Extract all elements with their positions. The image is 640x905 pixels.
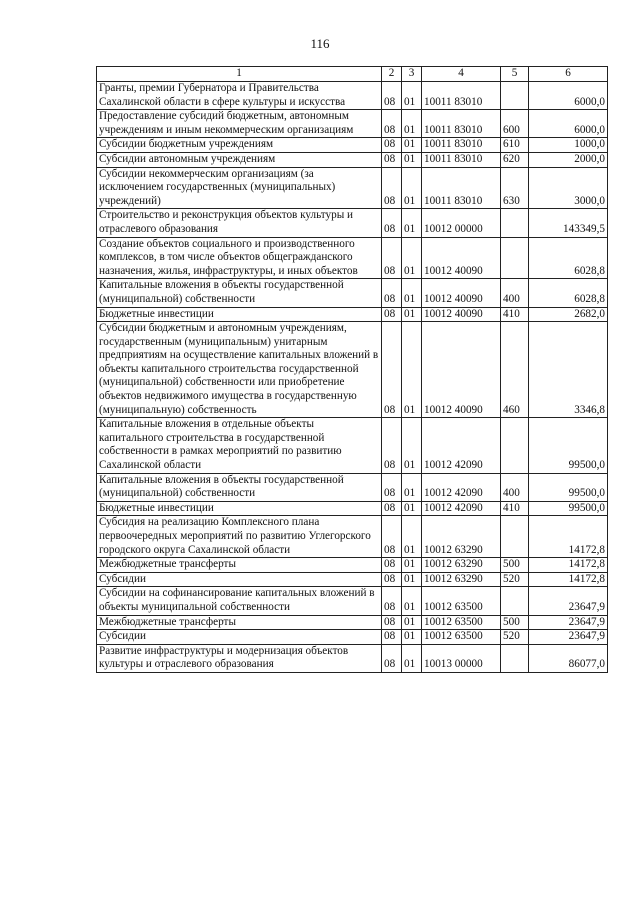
row-target-cell: 10012 40090 (422, 279, 501, 307)
row-target-cell: 10012 40090 (422, 237, 501, 279)
row-amount-cell: 6028,8 (529, 279, 608, 307)
table-row (97, 418, 608, 473)
row-target-cell: 10012 40090 (422, 307, 501, 322)
row-amount-cell: 6000,0 (529, 82, 608, 110)
row-amount-cell: 23647,9 (529, 630, 608, 645)
row-expense-type-cell (501, 82, 529, 110)
row-expense-type-cell: 610 (501, 138, 529, 153)
row-expense-type-cell (501, 209, 529, 237)
row-name-cell: Субсидии (97, 630, 382, 645)
row-amount-cell: 2000,0 (529, 152, 608, 167)
row-name-cell: Капитальные вложения в объекты государственной (муниципальной) собственности (97, 473, 382, 501)
row-amount-cell: 86077,0 (529, 644, 608, 672)
row-section-cell: 08 (382, 501, 402, 516)
row-name-cell: Субсидии автономным учреждениям (97, 152, 382, 167)
row-amount-cell: 3346,8 (529, 322, 608, 418)
row-expense-type-cell: 460 (501, 322, 529, 418)
row-expense-type-cell: 410 (501, 501, 529, 516)
row-section-cell: 08 (382, 209, 402, 237)
row-amount-cell: 6028,8 (529, 237, 608, 279)
row-target-cell: 10011 83010 (422, 82, 501, 110)
row-expense-type-cell: 600 (501, 110, 529, 138)
row-name-cell: Субсидии на софинансирование капитальных вложений в объекты муниципальной собственности (97, 587, 382, 615)
row-amount-cell: 143349,5 (529, 209, 608, 237)
row-expense-type-cell (501, 644, 529, 672)
row-amount-cell: 99500,0 (529, 418, 608, 473)
row-subsection-cell: 01 (402, 572, 422, 587)
row-section-cell: 08 (382, 630, 402, 645)
table-row (97, 167, 608, 209)
table-row (97, 572, 608, 587)
page-number: 116 (310, 36, 330, 51)
table-row (97, 237, 608, 279)
budget-table (96, 66, 608, 673)
row-expense-type-cell: 410 (501, 307, 529, 322)
row-name-cell: Капитальные вложения в объекты государственной (муниципальной) собственности (97, 279, 382, 307)
row-section-cell: 08 (382, 473, 402, 501)
row-subsection-cell: 01 (402, 307, 422, 322)
row-name-cell: Создание объектов социального и производственного комплексов, в том числе объектов общегражданского назначения, жилья, инфраструктуры, и иных объектов (97, 237, 382, 279)
row-section-cell: 08 (382, 152, 402, 167)
table-row (97, 209, 608, 237)
row-name-cell: Субсидии (97, 572, 382, 587)
row-amount-cell: 14172,8 (529, 558, 608, 573)
row-amount-cell: 6000,0 (529, 110, 608, 138)
row-name-cell: Субсидии бюджетным учреждениям (97, 138, 382, 153)
table-row (97, 516, 608, 558)
row-subsection-cell: 01 (402, 558, 422, 573)
row-amount-cell: 3000,0 (529, 167, 608, 209)
table-row (97, 587, 608, 615)
row-section-cell: 08 (382, 279, 402, 307)
row-name-cell: Межбюджетные трансферты (97, 615, 382, 630)
row-section-cell: 08 (382, 644, 402, 672)
row-expense-type-cell: 500 (501, 615, 529, 630)
table-row (97, 138, 608, 153)
row-subsection-cell: 01 (402, 473, 422, 501)
table-row (97, 307, 608, 322)
row-expense-type-cell (501, 237, 529, 279)
row-amount-cell: 2682,0 (529, 307, 608, 322)
row-amount-cell: 14172,8 (529, 572, 608, 587)
row-expense-type-cell: 500 (501, 558, 529, 573)
row-subsection-cell: 01 (402, 237, 422, 279)
row-target-cell: 10012 63500 (422, 615, 501, 630)
header-col-4: 4 (422, 67, 501, 82)
row-target-cell: 10012 42090 (422, 473, 501, 501)
row-section-cell: 08 (382, 82, 402, 110)
table-row (97, 82, 608, 110)
row-section-cell: 08 (382, 572, 402, 587)
row-target-cell: 10011 83010 (422, 152, 501, 167)
row-expense-type-cell: 630 (501, 167, 529, 209)
row-subsection-cell: 01 (402, 587, 422, 615)
table-header-row (97, 67, 608, 82)
table-row (97, 644, 608, 672)
row-section-cell: 08 (382, 587, 402, 615)
row-name-cell: Субсидии бюджетным и автономным учреждениям, государственным (муниципальным) унитарным предприятиям на осуществление капитальных вложений в объекты капитального строительства государственной (муниципальной) собственности или приобретение объектов недвижимого имущества в государственную (муниципальную) собственность (97, 322, 382, 418)
row-section-cell: 08 (382, 558, 402, 573)
row-name-cell: Субсидии некоммерческим организациям (за исключением государственных (муниципальных) учреждений) (97, 167, 382, 209)
row-subsection-cell: 01 (402, 82, 422, 110)
row-subsection-cell: 01 (402, 516, 422, 558)
header-col-1: 1 (97, 67, 382, 82)
header-col-3: 3 (402, 67, 422, 82)
row-section-cell: 08 (382, 307, 402, 322)
table-row (97, 152, 608, 167)
header-col-6: 6 (529, 67, 608, 82)
row-target-cell: 10012 63290 (422, 516, 501, 558)
row-target-cell: 10012 63290 (422, 572, 501, 587)
row-section-cell: 08 (382, 615, 402, 630)
row-section-cell: 08 (382, 110, 402, 138)
row-section-cell: 08 (382, 516, 402, 558)
row-subsection-cell: 01 (402, 279, 422, 307)
row-name-cell: Бюджетные инвестиции (97, 501, 382, 516)
row-target-cell: 10013 00000 (422, 644, 501, 672)
row-section-cell: 08 (382, 138, 402, 153)
row-name-cell: Гранты, премии Губернатора и Правительства Сахалинской области в сфере культуры и искусства (97, 82, 382, 110)
table-row (97, 110, 608, 138)
row-target-cell: 10012 42090 (422, 418, 501, 473)
row-name-cell: Капитальные вложения в отдельные объекты капитального строительства в государственной собственности в рамках мероприятий по развитию Сахалинской области (97, 418, 382, 473)
table-row (97, 279, 608, 307)
row-section-cell: 08 (382, 167, 402, 209)
row-amount-cell: 99500,0 (529, 501, 608, 516)
row-amount-cell: 23647,9 (529, 615, 608, 630)
row-amount-cell: 1000,0 (529, 138, 608, 153)
row-section-cell: 08 (382, 237, 402, 279)
row-target-cell: 10012 63290 (422, 558, 501, 573)
row-expense-type-cell: 620 (501, 152, 529, 167)
row-target-cell: 10012 63500 (422, 630, 501, 645)
row-expense-type-cell: 400 (501, 279, 529, 307)
table-row (97, 558, 608, 573)
row-name-cell: Развитие инфраструктуры и модернизация объектов культуры и отраслевого образования (97, 644, 382, 672)
row-expense-type-cell (501, 516, 529, 558)
header-col-5: 5 (501, 67, 529, 82)
row-subsection-cell: 01 (402, 501, 422, 516)
row-target-cell: 10012 42090 (422, 501, 501, 516)
row-target-cell: 10012 63500 (422, 587, 501, 615)
row-subsection-cell: 01 (402, 209, 422, 237)
row-subsection-cell: 01 (402, 167, 422, 209)
row-amount-cell: 14172,8 (529, 516, 608, 558)
row-subsection-cell: 01 (402, 615, 422, 630)
row-subsection-cell: 01 (402, 138, 422, 153)
row-subsection-cell: 01 (402, 418, 422, 473)
header-col-2: 2 (382, 67, 402, 82)
row-name-cell: Строительство и реконструкция объектов культуры и отраслевого образования (97, 209, 382, 237)
row-name-cell: Субсидия на реализацию Комплексного плана первоочередных мероприятий по развитию Углегорского городского округа Сахалинской области (97, 516, 382, 558)
row-target-cell: 10012 00000 (422, 209, 501, 237)
row-subsection-cell: 01 (402, 644, 422, 672)
row-name-cell: Межбюджетные трансферты (97, 558, 382, 573)
row-name-cell: Бюджетные инвестиции (97, 307, 382, 322)
table-row (97, 473, 608, 501)
row-expense-type-cell (501, 418, 529, 473)
row-section-cell: 08 (382, 322, 402, 418)
row-target-cell: 10011 83010 (422, 138, 501, 153)
row-subsection-cell: 01 (402, 322, 422, 418)
row-amount-cell: 23647,9 (529, 587, 608, 615)
row-expense-type-cell: 400 (501, 473, 529, 501)
row-subsection-cell: 01 (402, 630, 422, 645)
row-expense-type-cell (501, 587, 529, 615)
table-row (97, 615, 608, 630)
row-expense-type-cell: 520 (501, 630, 529, 645)
row-name-cell: Предоставление субсидий бюджетным, автономным учреждениям и иным некоммерческим организациям (97, 110, 382, 138)
row-target-cell: 10012 40090 (422, 322, 501, 418)
table-row (97, 630, 608, 645)
row-amount-cell: 99500,0 (529, 473, 608, 501)
row-target-cell: 10011 83010 (422, 110, 501, 138)
row-section-cell: 08 (382, 418, 402, 473)
table-row (97, 322, 608, 418)
table-row (97, 501, 608, 516)
row-target-cell: 10011 83010 (422, 167, 501, 209)
row-expense-type-cell: 520 (501, 572, 529, 587)
row-subsection-cell: 01 (402, 152, 422, 167)
row-subsection-cell: 01 (402, 110, 422, 138)
